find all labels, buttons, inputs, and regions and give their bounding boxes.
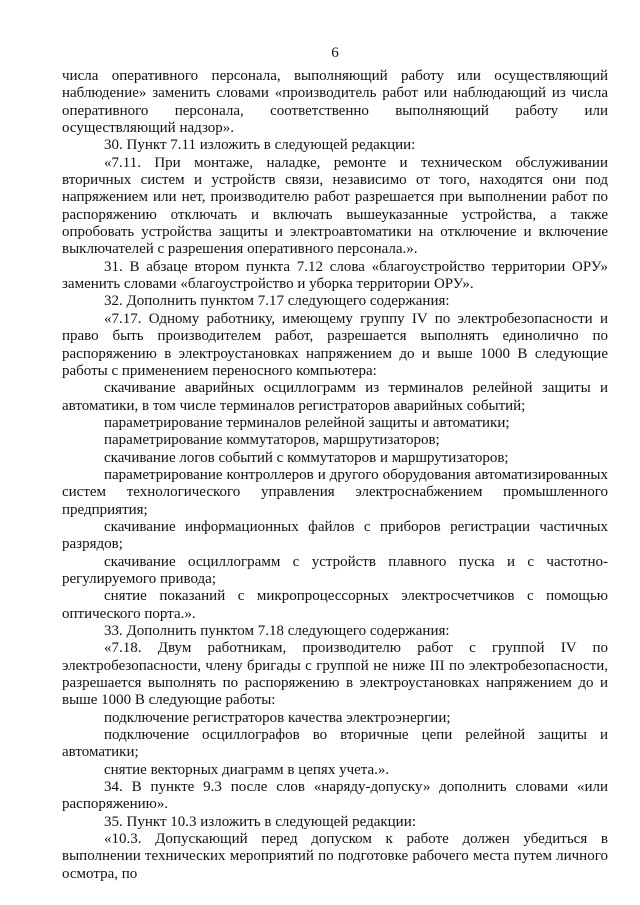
page-number: 6: [331, 45, 339, 61]
paragraph: 35. Пункт 10.3 изложить в следующей редакции:: [104, 813, 416, 830]
page-bottom-edge: [0, 899, 640, 905]
paragraph: скачивание осциллограмм с устройств плавного пуска и с частотно-регулируемого привода;: [62, 553, 608, 587]
paragraph: «7.11. При монтаже, наладке, ремонте и техническом обслуживании вторичных систем и устройств связи, независимо от того, находятся они под напряжением или нет, производителю работ разрешается при выполнении работ по распоряжению отключать и включать вышеуказанные устройства, а также опробовать устройства защиты и электроавтоматики на отключение и включение выключателей с разрешения оперативного персонала.».: [62, 154, 608, 258]
paragraph: 32. Дополнить пунктом 7.17 следующего содержания:: [104, 293, 450, 310]
paragraph: снятие векторных диаграмм в цепях учета.».: [104, 761, 390, 778]
paragraph: снятие показаний с микропроцессорных электросчетчиков с помощью оптического порта.».: [62, 588, 608, 622]
paragraph: скачивание информационных файлов с приборов регистрации частичных разрядов;: [62, 518, 608, 553]
document-body: [62, 68, 608, 883]
paragraph: скачивание аварийных осциллограмм из терминалов релейной защиты и автоматики, в том числе терминалов регистраторов аварийных событий;: [62, 380, 608, 414]
paragraph: 30. Пункт 7.11 изложить в следующей редакции:: [104, 137, 416, 154]
paragraph: «7.17. Одному работнику, имеющему группу IV по электробезопасности и право быть производителем работ, разрешается выполнять единолично по распоряжению в электроустановках напряжением до и выше 1000 В следующие работы с применением переносного компьютера:: [62, 310, 608, 379]
paragraph: скачивание логов событий с коммутаторов и маршрутизаторов;: [104, 449, 509, 466]
paragraph: 33. Дополнить пунктом 7.18 следующего содержания:: [104, 623, 450, 639]
paragraph: параметрирование контроллеров и другого оборудования автоматизированных систем технологического управления электроснабжением промышленного предприятия;: [62, 466, 608, 518]
paragraph: 31. В абзаце втором пункта 7.12 слова «благоустройство территории ОРУ» заменить словами «благоустройство и уборка территории ОРУ».: [62, 258, 608, 293]
paragraph: «10.3. Допускающий перед допуском к работе должен убедиться в выполнении технических мероприятий по подготовке рабочего места путем личного осмотра, по: [62, 831, 608, 882]
paragraph: параметрирование коммутаторов, маршрутизаторов;: [104, 432, 440, 449]
paragraph: подключение регистраторов качества электроэнергии;: [104, 709, 451, 726]
paragraph: «7.18. Двум работникам, производителю работ с группой IV по электробезопасности, члену бригады с группой не ниже III по электробезопасности, разрешается выполнять по распоряжению в электроустановках напряжением до и выше 1000 В следующие работы:: [62, 640, 608, 709]
paragraph: числа оперативного персонала, выполняющий работу или осуществляющий наблюдение» заменить словами «производитель работ или наблюдающий из числа оперативного персонала, соответственно выполняющий работу или осуществляющий надзор».: [62, 68, 608, 137]
paragraph: 34. В пункте 9.3 после слов «наряду-допуску» дополнить словами «или распоряжению».: [62, 779, 608, 813]
paragraph: параметрирование терминалов релейной защиты и автоматики;: [104, 414, 510, 431]
paragraph: подключение осциллографов во вторичные цепи релейной защиты и автоматики;: [62, 727, 608, 761]
